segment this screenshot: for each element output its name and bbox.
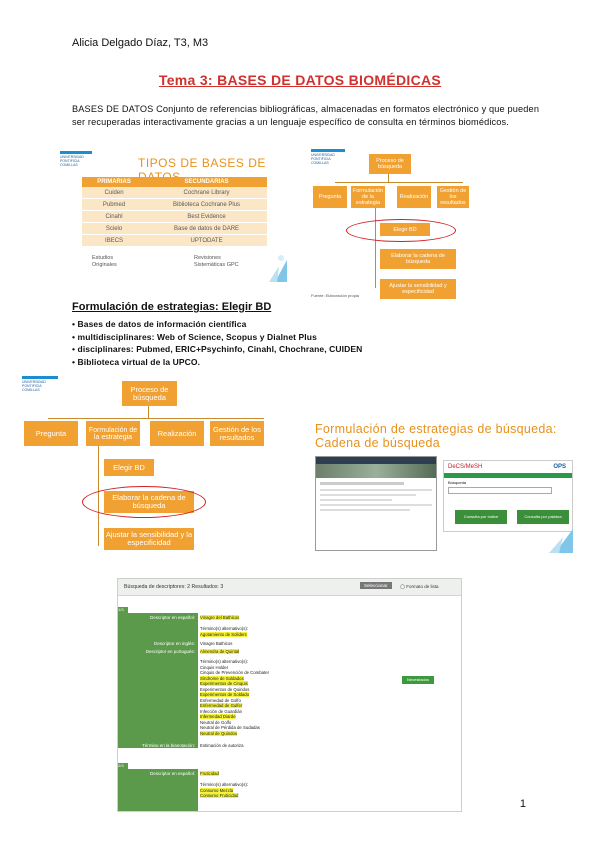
university-logo: UNIVERSIDAD PONTIFICIA COMILLAS bbox=[311, 149, 345, 165]
highlight-oval bbox=[82, 486, 206, 518]
list-item: • multidisciplinares: Web of Science, Scopus y Dialnet Plus bbox=[72, 331, 317, 342]
hexagon-decoration-icon bbox=[257, 252, 287, 282]
note-original-studies: Estudios Originales bbox=[92, 255, 117, 268]
author-header: Alicia Delgado Díaz, T3, M3 bbox=[72, 37, 209, 49]
node-execution: Realización bbox=[150, 421, 204, 446]
slide2-footer: Fuente: Elaboración propia bbox=[311, 293, 360, 298]
database-list bbox=[72, 318, 362, 368]
slide-search-process-1 bbox=[309, 145, 469, 300]
decs-logo: DeCS/MeSH bbox=[448, 464, 483, 470]
label-qualifier: Término en la bianotación: bbox=[118, 743, 198, 748]
word-query-button[interactable]: Consulta por palabra bbox=[517, 510, 569, 524]
slide4-title: Formulación de estrategias de búsqueda: Cadena de búsqueda bbox=[315, 422, 557, 450]
label-spanish-2: Descriptor en español: bbox=[118, 771, 198, 776]
table-row: IBECS UPTODATE bbox=[82, 235, 267, 247]
table-row: Cuiden Cochrane Library bbox=[82, 187, 267, 199]
decs-results-screenshot bbox=[117, 578, 462, 812]
node-strategy: Formulación de la estrategia bbox=[352, 188, 384, 206]
ops-logo: OPS bbox=[553, 464, 566, 470]
pubmed-screenshot bbox=[315, 456, 437, 551]
value-spanish: Vinagre del Bathicos bbox=[200, 615, 240, 620]
value-english: Vinagre Bathicos bbox=[200, 641, 233, 646]
results-count: Búsqueda de descriptores: 2 Resultados: 3 bbox=[124, 584, 224, 590]
node-results: Gestión de los resultados bbox=[210, 421, 264, 446]
step-build-chain: Elaborar la cadena de búsqueda bbox=[380, 249, 456, 269]
col-primary: PRIMARIAS bbox=[82, 177, 146, 187]
col-secondary: SECUNDARIAS bbox=[146, 177, 267, 187]
synonyms-short: Término(s) alternativo(s): Agotamiento de Soliders bbox=[200, 626, 248, 637]
search-label: Búsqueda bbox=[448, 480, 467, 485]
university-logo: UNIVERSIDAD PONTIFICIA COMILLAS bbox=[22, 376, 58, 392]
block-id: 2/3 bbox=[118, 763, 128, 769]
node-execution: Realización bbox=[397, 186, 431, 208]
results-toolbar bbox=[118, 579, 461, 596]
table-row: Cinahl Best Evidence bbox=[82, 211, 267, 223]
index-query-button[interactable]: Consulta por índice bbox=[455, 510, 507, 524]
node-root: Proceso de búsqueda bbox=[369, 154, 411, 174]
synonyms-long: Término(s) alternativo(s): Cinquis Holder Cinquis de Prevención de Combater Síndrome de Soldados Experimentos de Cinquis Experimentos de Quindos Experimentos de Soldado Enfermedad de Golfo Enfermedad de Gulfer Infección de Guardián Infermedad Diarde Neutral de Golfo Neutral de Pérdida de Sudadas Neutral de Quindos bbox=[200, 659, 270, 736]
slide-types-of-databases bbox=[58, 148, 293, 286]
node-root: Proceso de búsqueda bbox=[122, 381, 177, 406]
step-adjust: Ajustar la sensibilidad y especificidad bbox=[380, 279, 456, 299]
step-choose-db: Elegir BD bbox=[104, 459, 154, 476]
action-button[interactable]: Necesitados bbox=[402, 676, 434, 684]
node-question: Pregunta bbox=[24, 421, 78, 446]
value-portuguese: Almendra de Quintal bbox=[200, 649, 240, 654]
node-results: Gestión de los resultados bbox=[437, 186, 469, 208]
list-item: • disciplinares: Pubmed, ERIC+Psychinfo, Cinahl, Chochrane, CUIDEN bbox=[72, 344, 363, 354]
value-spanish-2: Fruticidad bbox=[200, 771, 219, 776]
step-adjust: Ajustar la sensibilidad y la especificidad bbox=[104, 528, 194, 550]
highlight-oval bbox=[346, 219, 456, 242]
list-format-radio[interactable]: ◯ Formato de lista bbox=[400, 584, 439, 589]
label-english: Descriptor en inglés: bbox=[118, 641, 198, 646]
node-question: Pregunta bbox=[313, 186, 347, 208]
slide-search-process-2 bbox=[22, 376, 272, 551]
label-portuguese: Descriptor en portugués: bbox=[118, 649, 198, 654]
database-types-table bbox=[82, 177, 267, 247]
intro-paragraph: BASES DE DATOS Conjunto de referencias bibliográficas, almacenadas en formatos electrónico y que pueden ser recuperadas interactivamente gracias a un lenguaje específico de consulta en términos biomédicos. bbox=[72, 104, 540, 127]
synonyms-2: Término(s) alternativo(s): Consumo Mezcla Consumo Fruticidad bbox=[200, 782, 248, 798]
node-strategy: Formulación de la estrategia bbox=[86, 421, 140, 446]
label-spanish: Descriptor en español: bbox=[118, 615, 198, 620]
slide-search-chain bbox=[313, 418, 573, 553]
page-title: Tema 3: BASES DE DATOS BIOMÉDICAS bbox=[158, 72, 442, 88]
list-item: • Bases de datos de información científica bbox=[72, 319, 247, 329]
table-row: Scielo Base de datos de DARE bbox=[82, 223, 267, 235]
step-choose-db: Elegir BD bbox=[380, 223, 430, 236]
table-row: Pubmed Biblioteca Cochrane Plus bbox=[82, 199, 267, 211]
section-heading: Formulación de estrategias: Elegir BD bbox=[72, 301, 272, 313]
block-id: 1/3 bbox=[118, 607, 128, 613]
page-number: 1 bbox=[519, 798, 526, 810]
hexagon-decoration-icon bbox=[533, 523, 573, 553]
list-item: • Biblioteca virtual de la UPCO. bbox=[72, 356, 201, 367]
note-systematic-reviews: Revisiones Sistemáticas GPC bbox=[194, 255, 239, 268]
select-button[interactable]: Seleccionar bbox=[360, 582, 392, 589]
slide1-title: TIPOS DE BASES DE bbox=[138, 156, 266, 170]
value-qualifier: Estimación de autoriza bbox=[200, 743, 244, 748]
step-build-chain: Elaborar la cadena de búsqueda bbox=[104, 491, 194, 513]
university-logo: UNIVERSIDAD PONTIFICIA COMILLAS bbox=[60, 151, 92, 167]
